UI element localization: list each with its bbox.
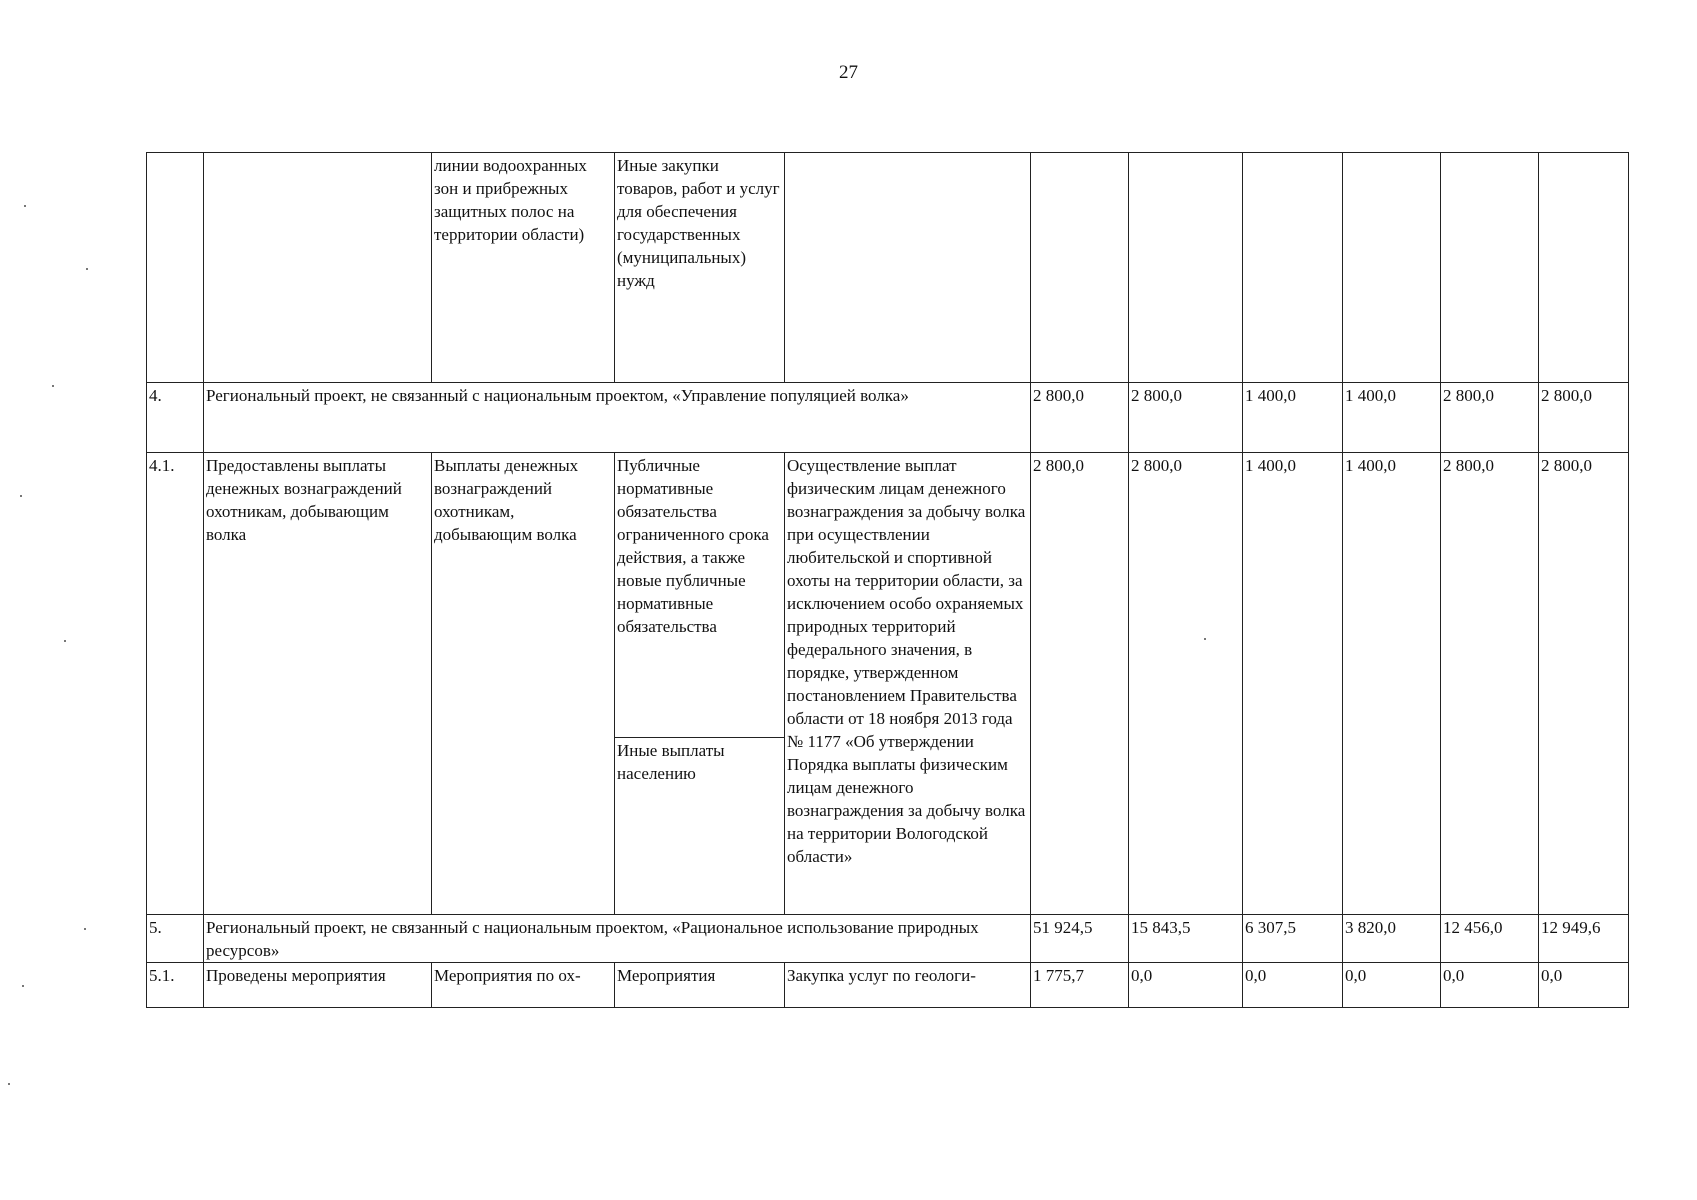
value-cell: 2 800,0: [1539, 453, 1629, 915]
table-row: [147, 915, 1629, 963]
expense-type-cell: Иные закупки товаров, работ и услуг для обеспечения государственных (муниципальных) нужд: [615, 153, 785, 383]
value-cell: 15 843,5: [1129, 915, 1243, 963]
value-cell: 51 924,5: [1031, 915, 1129, 963]
value-cell: 1 400,0: [1343, 453, 1441, 915]
scan-speck: [86, 268, 88, 270]
scan-speck: [64, 640, 66, 642]
value-cell: 0,0: [1243, 963, 1343, 1008]
value-cell: 2 800,0: [1031, 453, 1129, 915]
value-cell: 0,0: [1129, 963, 1243, 1008]
value-cell: 2 800,0: [1031, 383, 1129, 453]
activity-cell: Мероприятия по ох-: [432, 963, 615, 1008]
value-cell: [1243, 153, 1343, 383]
scan-speck: [22, 985, 24, 987]
value-cell: 1 400,0: [1243, 383, 1343, 453]
value-cell: 0,0: [1343, 963, 1441, 1008]
row-number-cell: 5.1.: [147, 963, 204, 1008]
scan-speck: [84, 928, 86, 930]
value-cell: [1129, 153, 1243, 383]
result-cell: [204, 153, 432, 383]
scan-speck: [1204, 638, 1206, 640]
value-cell: [1343, 153, 1441, 383]
value-cell: 0,0: [1539, 963, 1629, 1008]
row-number-cell: 5.: [147, 915, 204, 963]
description-cell: Закупка услуг по геологи-: [785, 963, 1031, 1008]
row-number-cell: 4.1.: [147, 453, 204, 915]
scan-speck: [20, 495, 22, 497]
value-cell: 3 820,0: [1343, 915, 1441, 963]
program-finance-table: [146, 152, 1629, 1008]
value-cell: 2 800,0: [1129, 383, 1243, 453]
description-cell: [785, 153, 1031, 383]
value-cell: 1 400,0: [1243, 453, 1343, 915]
value-cell: [1539, 153, 1629, 383]
value-cell: 12 949,6: [1539, 915, 1629, 963]
row-number-cell: [147, 153, 204, 383]
table-row: [147, 963, 1629, 1008]
project-title-cell: Региональный проект, не связанный с национальным проектом, «Управление популяцией волка»: [204, 383, 1031, 453]
result-cell: Предоставлены выплаты денежных вознаграждений охотникам, добывающим волка: [204, 453, 432, 915]
expense-type-cell: Иные выплаты населению: [615, 738, 785, 915]
value-cell: 2 800,0: [1441, 453, 1539, 915]
scan-speck: [24, 205, 26, 207]
activity-cell: Выплаты денежных вознаграждений охотникам, добывающим волка: [432, 453, 615, 915]
value-cell: 1 775,7: [1031, 963, 1129, 1008]
value-cell: 6 307,5: [1243, 915, 1343, 963]
expense-type-cell: Публичные нормативные обязательства ограниченного срока действия, а также новые публичные нормативные обязательства: [615, 453, 785, 738]
value-cell: 1 400,0: [1343, 383, 1441, 453]
value-cell: [1031, 153, 1129, 383]
table-row: [147, 383, 1629, 453]
value-cell: 2 800,0: [1441, 383, 1539, 453]
project-title-cell: Региональный проект, не связанный с национальным проектом, «Рациональное использование природных ресурсов»: [204, 915, 1031, 963]
value-cell: 12 456,0: [1441, 915, 1539, 963]
table-row: [147, 153, 1629, 383]
value-cell: [1441, 153, 1539, 383]
value-cell: 2 800,0: [1539, 383, 1629, 453]
row-number-cell: 4.: [147, 383, 204, 453]
description-cell: Осуществление выплат физическим лицам денежного вознаграждения за добычу волка при осуществлении любительской и спортивной охоты на территории области, за исключением особо охраняемых природных территорий федерального значения, в порядке, утвержденном постановлением Правительства области от 18 ноября 2013 года № 1177 «Об утверждении Порядка выплаты физическим лицам денежного вознаграждения за добычу волка на территории Вологодской области»: [785, 453, 1031, 915]
expense-type-cell: Мероприятия: [615, 963, 785, 1008]
page-number: 27: [839, 62, 858, 83]
result-cell: Проведены мероприятия: [204, 963, 432, 1008]
scan-speck: [8, 1083, 10, 1085]
scan-speck: [52, 385, 54, 387]
table-row: [147, 453, 1629, 738]
value-cell: 0,0: [1441, 963, 1539, 1008]
value-cell: 2 800,0: [1129, 453, 1243, 915]
activity-cell: линии водоохранных зон и прибрежных защитных полос на территории области): [432, 153, 615, 383]
